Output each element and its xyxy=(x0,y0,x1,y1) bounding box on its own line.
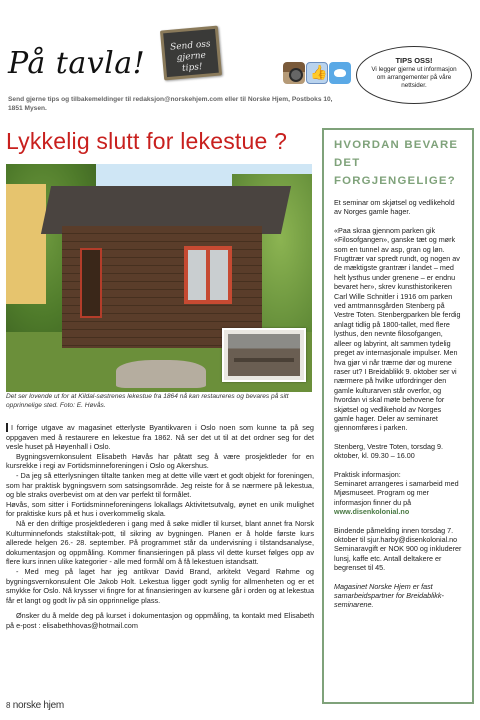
sidebar-signup: Bindende påmelding innen torsdag 7. oktober til sjur.harby@disenkolonial.no Seminaravgift er NOK 900 og inkluderer lunsj, kaffe etc. Antall deltakere er begrenset til 45. xyxy=(334,525,462,573)
paragraph xyxy=(6,423,314,452)
seminar-link[interactable]: www.disenkolonial.no xyxy=(334,507,410,517)
paragraph: Bygningsvernkonsulent Elisabeth Høvås har påtatt seg å være prosjektleder for en kursrekke i regi av Fortidsminneforeningen i Oslo og Akershus. xyxy=(6,451,314,471)
paragraph-text: I forrige utgave av magasinet etterlyste Byantikvaren i Oslo noen som kunne ta på seg oppgaven med å restaurere en lekestue fra 1862. Nå ser det ut til at det ordner seg for det vesle huset på Høyenhall i Oslo. xyxy=(6,423,314,452)
tips-title: TIPS OSS! xyxy=(395,56,433,65)
paragraph: Ønsker du å melde deg på kurset i dokumentasjon og oppmåling, ta kontakt med Elisabeth på e-post : elisabethhovas@hotmail.com xyxy=(6,611,314,630)
rocks xyxy=(116,360,206,388)
seminar-sidebar xyxy=(322,128,474,704)
yellow-house xyxy=(6,184,46,304)
chalkboard-text: Send oss gjerne tips! xyxy=(169,39,212,74)
chalkboard-graphic xyxy=(160,26,222,81)
magazine-inset-photo xyxy=(222,328,306,382)
footer-brand: norske hjem xyxy=(12,700,64,711)
tips-text: Vi legger gjerne ut informasjon om arrangementer på våre nettsider. xyxy=(371,66,457,89)
playhouse-window xyxy=(184,246,232,304)
paragraph: Høvås, som sitter i Fortidsminneforeningens lokallags Aktivitetsutvalg, øynet en unik mulighet for praktiske kurs på et hus i overkommelig skala. xyxy=(6,499,314,519)
playhouse-photo xyxy=(6,164,312,392)
article-headline: Lykkelig slutt for lekestue ? xyxy=(6,128,288,154)
page-number: 8 xyxy=(6,701,11,710)
sidebar-intro: Et seminar om skjøtsel og vedlikehold av Norges gamle hager. xyxy=(334,198,455,217)
playhouse-door xyxy=(80,248,102,318)
paragraph: - Med meg på laget har jeg antikvar David Brand, arkitekt Vegard Røhme og bygningsvernkonsulent Ole Jakob Holt. Lekestua ligger godt synlig for allmenheten og er et smykke for Oslo. Nå krysser vi fingre for at finansieringen av kursene går i orden og at lekestua får et langt og godt liv på sin opprinnelige plass. xyxy=(6,566,314,605)
photo-caption: Det ser lovende ut for at Kildal-søstrenes lekestue fra 1864 nå kan restaureres og bevares på sitt opprinnelige sted. Foto: E. Høvås. xyxy=(6,393,289,409)
article-body xyxy=(6,423,314,630)
paragraph: - Da jeg så etterlysningen tiltalte tanken meg at dette ville vært et godt objekt for foreningen, som har praktisk bygningsvern som satsingsområde. Jeg reiste for å se nærmere på lekestua, og ble straks overbevist om at den var perfekt til formålet. xyxy=(6,470,314,500)
sidebar-place: Stenberg, Vestre Toten, torsdag 9. oktober, kl. 09.30 – 16.00 xyxy=(334,441,443,461)
instagram-icon[interactable] xyxy=(283,62,305,84)
page-footer xyxy=(6,700,64,711)
info-text: Seminaret arrangeres i samarbeid med Mjøsmuseet. Program og mer informasjon finner du på xyxy=(334,478,459,507)
sidebar-info xyxy=(334,470,462,517)
sidebar-quote: «Paa skraa gjennom parken gik «Filosofgangen», ganske tæt og mørk som en tunnel av asp, gran og løn. Frugttrær var spredt rundt, og nogen av de mæktigste grantrær i landet – med helt lysthus under grenene – er endnu bevaret her», skrev kunsthistorikeren Carl Wille Schnitler i 1916 om parken ved amtmannsgården Stenberg på Vestre Toten. Stenbergparken ble ferdig anlagt tidlig på 1800-tallet, med flere lysthus, den nevnte filosofgangen, alleer og labyrint, alt sammen tydelig preget av internasjonale impulser. Men hva gjør vi når trærne dør og murene raser ut? I Breidablikk 9. oktober ser vi nærmere på hvilke utfordringer den gamle kulturarven står overfor, og hvordan vi skal møte behovene for skjøtsel og vedlikehold av Norges gamle hager. Deler av seminaret gjennomføres i parken. xyxy=(334,225,461,433)
facebook-like-icon[interactable] xyxy=(306,62,328,84)
info-label: Praktisk informasjon: xyxy=(334,469,401,479)
sidebar-partner: Magasinet Norske Hjem er fast samarbeidspartner for Breidablikk-seminarene. xyxy=(334,581,444,610)
masthead-title: På tavla! xyxy=(8,46,146,81)
tips-bubble xyxy=(356,46,472,104)
paragraph: Nå er den driftige prosjektlederen i gang med å søke midler til kurset, blant annet fra Norsk Kulturminnefonds stakstiltak-pott, til sikring av bygningen. Planen er å holde første kurs allerede helgen 26.- 28. september. På programmet står da undervisning i tilstandsanalyse, dokumentasjon og oppmåling. Kommer finansieringen på plass vil dette kurset følges opp av flere kurs innen ulike kategorier - alle med formål om å få lekestuen istandsatt. xyxy=(6,518,314,567)
sidebar-title: HVORDAN BEVARE DET FORGJENGELIGE? xyxy=(334,139,459,187)
contact-subhead: Send gjerne tips og tilbakemeldinger til redaksjon@norskehjem.com eller til Norske Hjem, Postboks 10, 1851 Mysen. xyxy=(8,96,333,112)
twitter-icon[interactable] xyxy=(329,62,351,84)
